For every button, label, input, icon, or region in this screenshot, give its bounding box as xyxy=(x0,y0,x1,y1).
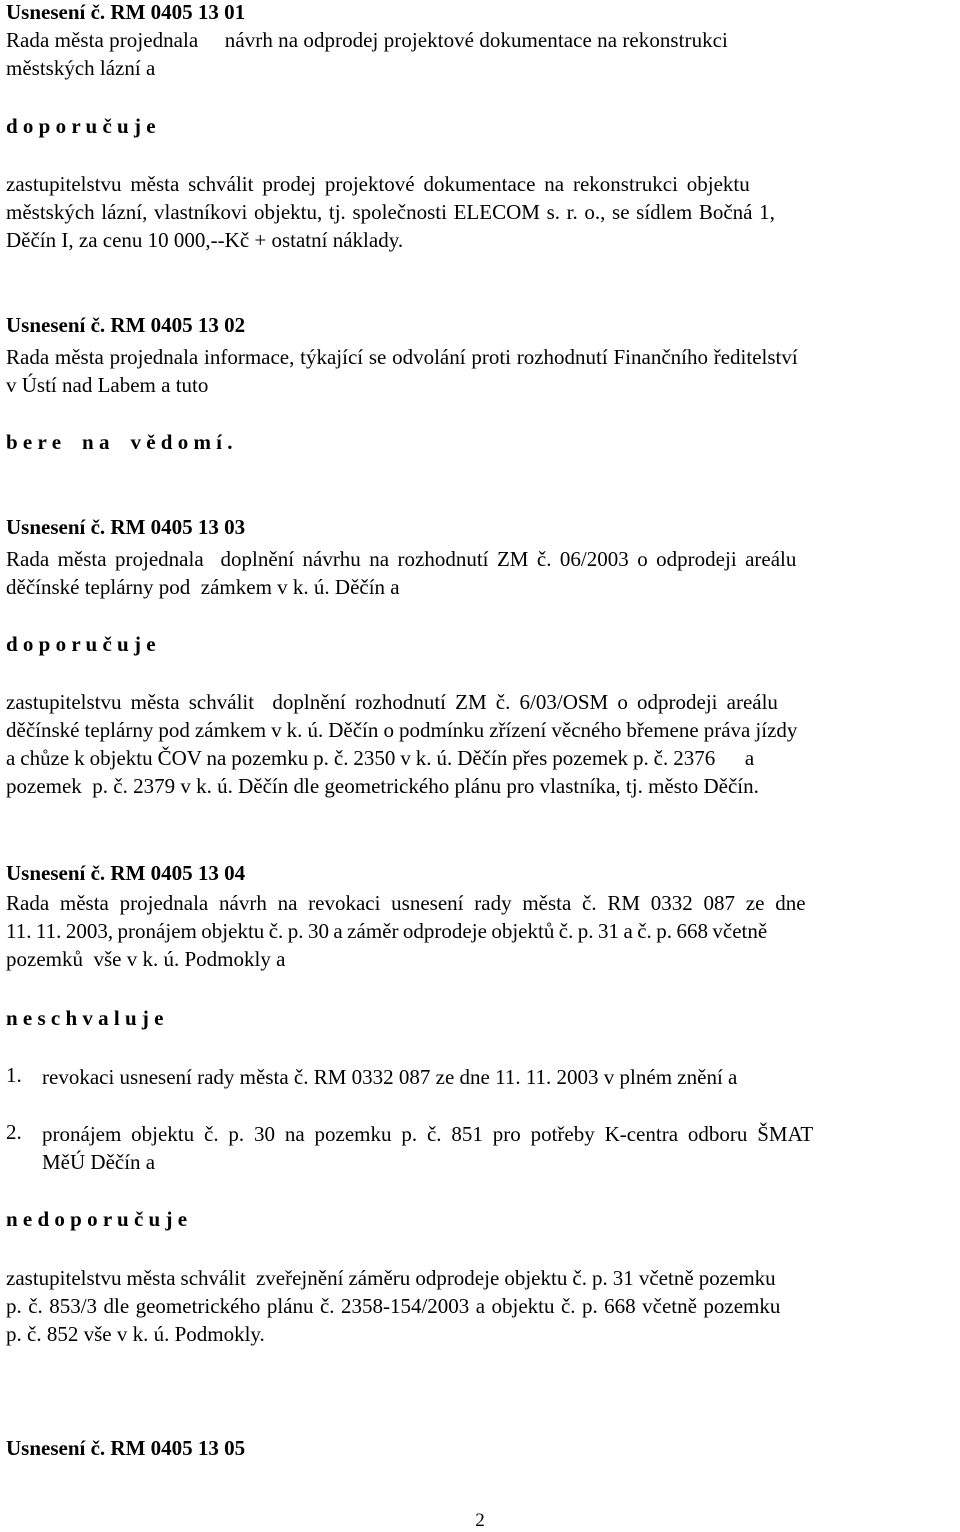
text-line: p. č. 853/3 dle geometrického plánu č. 2358-154/2003 a objektu č. p. 668 včetně pozemku xyxy=(6,1294,781,1318)
text-line: Děčín I, za cenu 10 000,--Kč + ostatní náklady. xyxy=(6,228,404,252)
text-line: městských lázní, vlastníkovi objektu, tj. společnosti ELECOM s. r. o., se sídlem Bočná 1, xyxy=(6,200,775,224)
text-line: 11. 11. 2003, pronájem objektu č. p. 30 a záměr odprodeje objektů č. p. 31 a č. p. 668 včetně xyxy=(6,919,768,943)
resolution-decision: n e s c h v a l u j e xyxy=(6,1006,164,1030)
resolution-heading: Usnesení č. RM 0405 13 05 xyxy=(6,1436,246,1460)
resolution-heading: Usnesení č. RM 0405 13 01 xyxy=(6,0,246,24)
list-item-text xyxy=(42,1063,954,1091)
text-line: zastupitelstvu města schválit prodej projektové dokumentace na rekonstrukci objektu xyxy=(6,172,750,196)
text-line: pozemek p. č. 2379 v k. ú. Děčín dle geometrického plánu pro vlastníka, tj. město Děčín. xyxy=(6,774,759,798)
text-line: děčínské teplárny pod zámkem v k. ú. Děčín o podmínku zřízení věcného břemene práva jízdy xyxy=(6,718,798,742)
text-line: děčínské teplárny pod zámkem v k. ú. Děčín a xyxy=(6,575,400,599)
resolution-body xyxy=(6,1264,954,1348)
text-line: Rada města projednala informace, týkající se odvolání proti rozhodnutí Finančního ředitelství xyxy=(6,345,798,369)
resolution-decision: n e d o p o r u č u j e xyxy=(6,1207,188,1231)
text-line: MěÚ Děčín a xyxy=(42,1150,156,1174)
text-line: Rada města projednala návrh na odprodej projektové dokumentace na rekonstrukci xyxy=(6,28,728,52)
resolution-intro xyxy=(6,343,954,399)
text-line: Rada města projednala doplnění návrhu na rozhodnutí ZM č. 06/2003 o odprodeji areálu xyxy=(6,547,797,571)
text-line: pronájem objektu č. p. 30 na pozemku p. č. 851 pro potřeby K-centra odboru ŠMAT xyxy=(42,1122,814,1146)
resolution-intro xyxy=(6,545,954,601)
list-item xyxy=(6,1120,954,1176)
resolution-heading: Usnesení č. RM 0405 13 03 xyxy=(6,515,246,539)
resolution-intro xyxy=(6,889,954,973)
list-item-number: 2. xyxy=(6,1120,22,1144)
resolution-heading: Usnesení č. RM 0405 13 02 xyxy=(6,313,246,337)
resolution-decision: b e r e n a v ě d o m í . xyxy=(6,430,233,454)
list-item-number: 1. xyxy=(6,1063,22,1087)
list-item xyxy=(6,1063,954,1091)
text-line: pozemků vše v k. ú. Podmokly a xyxy=(6,947,286,971)
resolution-decision: d o p o r u č u j e xyxy=(6,632,156,656)
list-item-text xyxy=(42,1120,954,1176)
text-line: zastupitelstvu města schválit doplnění rozhodnutí ZM č. 6/03/OSM o odprodeji areálu xyxy=(6,690,778,714)
text-line: zastupitelstvu města schválit zveřejnění záměru odprodeje objektu č. p. 31 včetně pozemku xyxy=(6,1266,776,1290)
text-line: Rada města projednala návrh na revokaci usnesení rady města č. RM 0332 087 ze dne xyxy=(6,891,806,915)
text-line: a chůze k objektu ČOV na pozemku p. č. 2350 v k. ú. Děčín přes pozemek p. č. 2376 a xyxy=(6,746,755,770)
text-line: městských lázní a xyxy=(6,56,156,80)
resolution-body xyxy=(6,170,954,254)
resolution-decision: d o p o r u č u j e xyxy=(6,114,156,138)
text-line: p. č. 852 vše v k. ú. Podmokly. xyxy=(6,1322,265,1346)
resolution-body xyxy=(6,688,954,800)
page-number: 2 xyxy=(475,1510,485,1531)
text-line: v Ústí nad Labem a tuto xyxy=(6,373,209,397)
text-line: revokaci usnesení rady města č. RM 0332 087 ze dne 11. 11. 2003 v plném znění a xyxy=(42,1065,738,1089)
resolution-intro xyxy=(6,26,954,82)
resolution-heading: Usnesení č. RM 0405 13 04 xyxy=(6,861,246,885)
